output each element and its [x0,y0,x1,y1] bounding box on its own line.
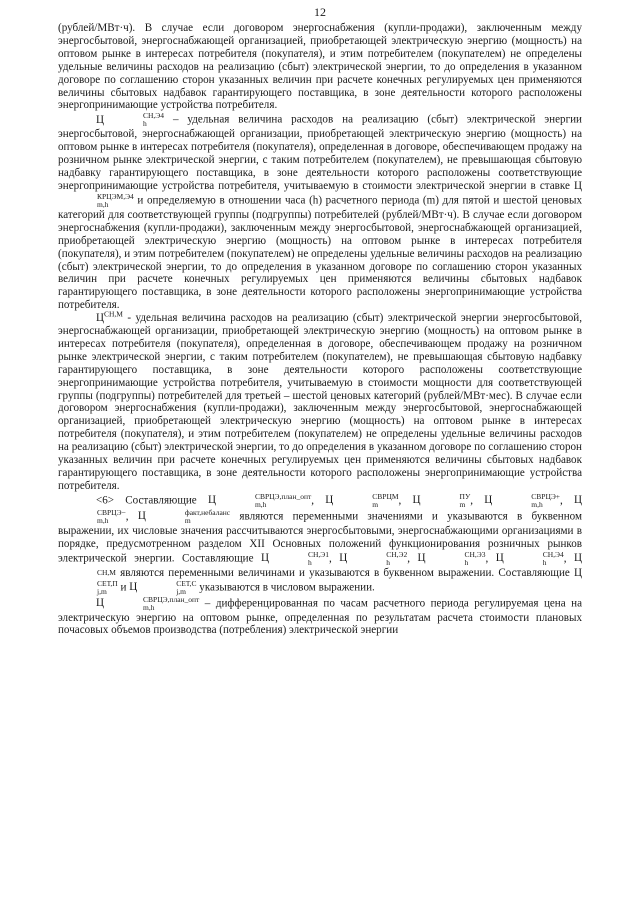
symbol-c-sn-e4: Ц СН,Э4 h [96,111,165,129]
paragraph-2: Ц СН,Э4 h – удельная величина расходов на реализацию (сбыт) электрической энергии энергосбытовой, энергоснабжающей организации, приобретающей электрическую энергию (мощность) на оптовом рынке в интересах потребителя (покупателя), определенная в договоре, обеспечивающем продажу на розничном рынке электрической энергии, с таким потребителем (покупателем), не превышающая сбытовую надбавку гарантирующего поставщика, в зоне деятельности которого расположены соответствующие энергопринимающие устройства потребителя, учитываемую в стоимости электрической энергии в ставке Ц КРЦЭМ,Э4 m,h и определяемую в отношении часа (h) расчетного периода (m) для пятой и шестой ценовых категорий для соответствующей группы (подгруппы) потребителей (рублей/МВт·ч). В случае если договором энергоснабжения (купли-продажи), заключенным между энергосбытовой, энергоснабжающей организацией, приобретающей электрическую энергию (мощность) на оптовом рынке в интересах потребителя (покупателя), и этим потребителем (покупателем) не определены удельные величины расходов на реализацию (сбыт) электрической энергии, то до определения в указанном договоре по соглашению сторон указанных величин при расчете конечных регулируемых цен применяются величины сбытовых надбавок гарантирующего поставщика, в зоне деятельности которого расположены энергопринимающие устройства потребителя. [58,111,582,312]
formula-term: Ц СВРЦЭ+ m,h [484,491,561,509]
paragraph-5: Ц СВРЦЭ,план_опт m,h – дифференцированная по часам расчетного периода регулируемая цена на электрическую энергию на оптовом рынке, определенная по результатам расчета стоимости плановых почасовых объемов производства (потребления) электрической энергии [58,594,582,637]
formula-term: Ц СВРЦЭ− m,h [97,494,583,525]
formula-term: Ц СН,М [97,552,582,578]
symbol-c-sn-m: $Ц^{СН,М}$ [96,309,123,325]
formula-term: Ц СН,Э4 h [495,549,564,567]
symbol-c-krcem-e4: Ц КРЦЭМ,Э4 m,h [97,179,582,209]
document-body [58,22,582,637]
symbol-c-set-s: Ц СЕТ,С j,m [129,578,197,596]
symbol-c-set-p: Ц СЕТ,П j,m [97,566,582,596]
paragraph-1: (рублей/МВт·ч). В случае если договором энергоснабжения (купли-продажи), заключенным между энергосбытовой, энергоснабжающей организацией, приобретающей электрическую энергию (мощность) на оптовом рынке в интересах потребителя (покупателя), и этим потребителем (покупателем) не определены удельные величины расходов на реализацию (сбыт) электрической энергии, то до определения в указанном договоре по соглашению сторон указанных величин при расчете конечных регулируемых цен применяются величины сбытовых надбавок гарантирующего поставщика, в зоне деятельности которого расположены энергопринимающие устройства потребителя. [58,22,582,112]
paragraph-3: $Ц^{СН,М}$ - удельная величина расходов на реализацию (сбыт) электрической энергии энергосбытовой, энергоснабжающей организации, приобретающей электрическую энергию (мощность) на оптовом рынке в интересах потребителя (покупателя), определенная в договоре, обеспечивающем продажу на розничном рынке электрической энергии, с таким потребителем (покупателем), не превышающая сбытовую надбавку гарантирующего поставщика, в зоне деятельности которого расположены соответствующие энергопринимающие устройства потребителя, учитываемую в стоимости мощности для соответствующей группы (подгруппы) потребителей для третьей – шестой ценовых категорий (рублей/МВт·мес). В случае если договором энергоснабжения (купли-продажи), заключенным между энергосбытовой, энергоснабжающей организацией, приобретающей электрическую энергию (мощность) на оптовом рынке в интересах потребителя (покупателя), и этим потребителем (покупателем) не определены удельные величины расходов на реализацию (сбыт) электрической энергии, то до определения в указанном договоре по соглашению сторон указанных величин при расчете конечных регулируемых цен применяются величины сбытовых надбавок гарантирующего поставщика, в зоне деятельности которого расположены энергопринимающие устройства потребителя. [58,309,582,492]
formula-term: Ц СН,Э3 h [417,549,486,567]
formula-term: Ц СВРЦЭ,план_опт m,h [207,491,312,509]
paragraph-4: <6> Составляющие Ц СВРЦЭ,план_опт m,h , Ц СВРЦМ m , Ц ПУ m , Ц СВРЦЭ+ m,h , Ц СВРЦЭ− m,h , Ц факт,небаланс m являются переменными значениями и указываются в буквенном выражении, их числовые значения рассчитываются энергосбытовыми, энергоснабжающими организациями в порядке, предусмотренном разделом XII Основных положений функционирования розничных рынков электрической энергии. Составляющие Ц СН,Э1 h , Ц СН,Э2 h , Ц СН,Э3 h , Ц СН,Э4 h , Ц СН,М являются переменными величинами и указываются в буквенном выражении. Составляющие Ц СЕТ,П j,m и Ц СЕТ,С j,m указываются в числовом выражении. [58,491,583,596]
symbol-c-svrce-plan: Ц СВРЦЭ,план_опт m,h [96,594,200,612]
formula-term: Ц СН,Э1 h [260,549,329,567]
formula-term: Ц СН,Э2 h [339,549,408,567]
formula-term: Ц СВРЦМ m [325,491,399,509]
page-number: 12 [314,5,326,19]
formula-term: Ц ПУ m [412,491,471,509]
formula-term: Ц факт,небаланс m [137,507,231,525]
